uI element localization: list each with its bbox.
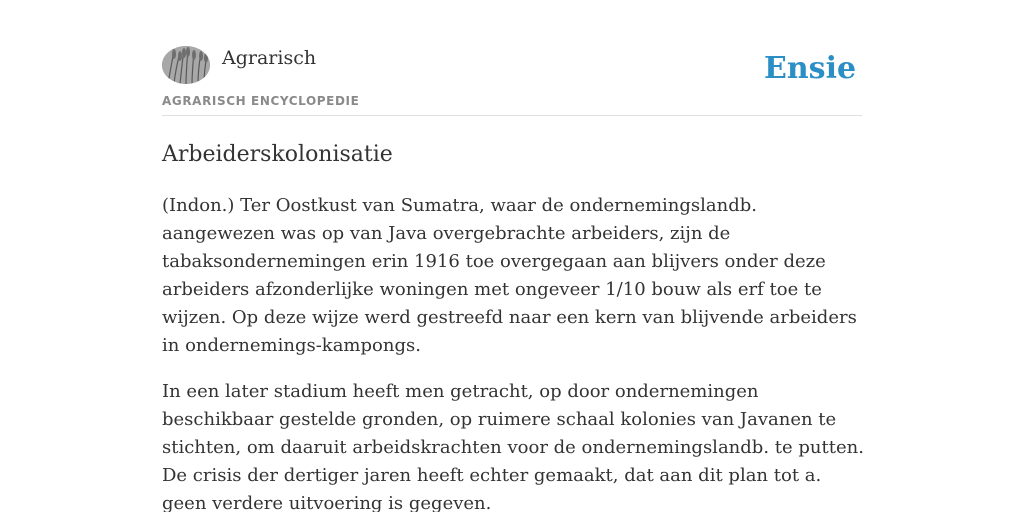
source-subtitle: AGRARISCH ENCYCLOPEDIE — [162, 94, 360, 108]
article-paragraph: In een later stadium heeft men getracht, op door ondernemingen beschikbaar gestelde gronden, op ruimere schaal kolonies van Javanen te stichten, om daaruit arbeidskrachten voor de ondernemingslandb. te putten. De crisis der dertiger jaren heeft echter gemaakt, dat aan dit plan tot a. geen verdere uitvoering is gegeven. — [162, 381, 864, 512]
source-name[interactable]: Agrarisch — [222, 47, 317, 69]
header-divider — [162, 115, 862, 116]
article-title: Arbeiderskolonisatie — [162, 142, 393, 167]
wheat-image-icon[interactable] — [162, 46, 210, 84]
article-paragraph: (Indon.) Ter Oostkust van Sumatra, waar de ondernemingslandb. aangewezen was op van Java overgebrachte arbeiders, zijn de tabaksondernemingen erin 1916 toe overgegaan aan blijvers onder deze arbeiders afzonderlijke woningen met ongeveer 1/10 bouw als erf toe te wijzen. Op deze wijze werd gestreefd naar een kern van blijvende arbeiders in ondernemings-kampongs. — [162, 195, 857, 356]
article-body — [162, 192, 866, 512]
brand-logo[interactable]: Ensie — [764, 51, 857, 86]
